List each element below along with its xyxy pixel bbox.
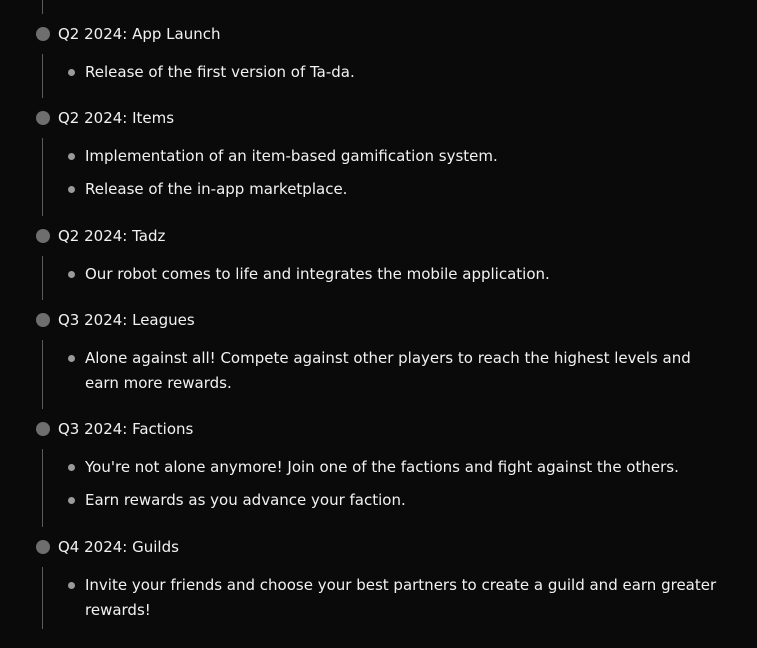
list-item: [68, 488, 718, 513]
bullet-icon: [68, 271, 75, 278]
item-text: Release of the first version of Ta-da.: [85, 63, 355, 81]
milestone-items: [68, 60, 718, 93]
list-item: [68, 144, 718, 169]
bullet-icon: [68, 355, 75, 362]
list-item: [68, 177, 718, 202]
list-item: [68, 573, 718, 623]
milestone-title: Q2 2024: App Launch: [58, 25, 221, 43]
milestone-title: Q3 2024: Factions: [58, 420, 194, 438]
milestone-items: [68, 455, 718, 521]
timeline-node-icon: [36, 540, 50, 554]
timeline-node-icon: [36, 313, 50, 327]
timeline-node-icon: [36, 111, 50, 125]
milestone-header: [36, 108, 174, 128]
milestone-header: [36, 537, 179, 557]
list-item: [68, 346, 718, 396]
timeline-rail: [42, 54, 43, 98]
milestone-items: [68, 346, 718, 404]
item-text: You're not alone anymore! Join one of the factions and fight against the others.: [85, 458, 679, 476]
milestone-title: Q4 2024: Guilds: [58, 538, 179, 556]
item-text: Invite your friends and choose your best partners to create a guild and earn greater rewards!: [85, 576, 717, 619]
bullet-icon: [68, 186, 75, 193]
milestone-header: [36, 24, 221, 44]
milestone-title: Q2 2024: Tadz: [58, 227, 166, 245]
milestone-title: Q2 2024: Items: [58, 109, 175, 127]
bullet-icon: [68, 464, 75, 471]
item-text: Release of the in-app marketplace.: [85, 180, 348, 198]
timeline-rail: [42, 340, 43, 409]
bullet-icon: [68, 497, 75, 504]
item-text: Implementation of an item-based gamification system.: [85, 147, 498, 165]
timeline-rail: [42, 449, 43, 527]
milestone-title: Q3 2024: Leagues: [58, 311, 195, 329]
milestone-items: [68, 573, 718, 631]
timeline-node-icon: [36, 27, 50, 41]
bullet-icon: [68, 153, 75, 160]
item-text: Earn rewards as you advance your faction.: [85, 491, 406, 509]
timeline-rail: [42, 138, 43, 216]
milestone-header: [36, 226, 165, 246]
milestone-header: [36, 310, 195, 330]
item-text: Alone against all! Compete against other players to reach the highest levels and earn more rewards.: [85, 349, 691, 392]
timeline-rail: [42, 567, 43, 629]
milestone-items: [68, 262, 718, 295]
timeline-rail: [42, 256, 43, 300]
timeline-node-icon: [36, 229, 50, 243]
milestone-header: [36, 419, 193, 439]
item-text: Our robot comes to life and integrates the mobile application.: [85, 265, 550, 283]
list-item: [68, 455, 718, 480]
list-item: [68, 60, 718, 85]
timeline-node-icon: [36, 422, 50, 436]
list-item: [68, 262, 718, 287]
milestone-items: [68, 144, 718, 210]
bullet-icon: [68, 69, 75, 76]
bullet-icon: [68, 582, 75, 589]
timeline-rail-top: [42, 0, 43, 14]
